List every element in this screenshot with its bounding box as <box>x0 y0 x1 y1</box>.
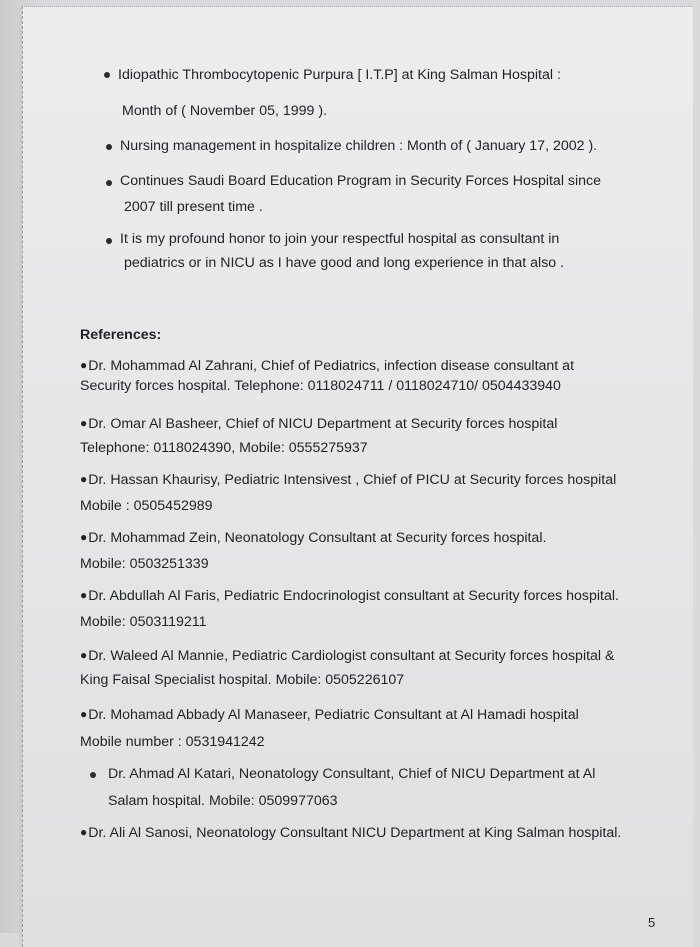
bullet-item-text: Continues Saudi Board Education Program in Security Forces Hospital since <box>120 173 602 189</box>
bullet-item-text: 2007 till present time . <box>124 199 263 215</box>
bullet-dot: ● <box>80 530 88 544</box>
reference-name: Dr. Abdullah Al Faris, Pediatric Endocrinologist consultant at Security forces hospital. <box>88 588 619 604</box>
reference-name: Dr. Ali Al Sanosi, Neonatology Consultant NICU Department at King Salman hospital. <box>88 825 622 841</box>
bullet-dot: ● <box>80 416 88 430</box>
bullet-dot <box>90 772 96 778</box>
bullet-dot: ● <box>80 707 88 721</box>
reference-line1 <box>80 414 557 433</box>
reference-line1 <box>80 470 616 489</box>
reference-name: Dr. Mohammad Zein, Neonatology Consultant at Security forces hospital. <box>88 530 547 546</box>
reference-line1: Dr. Ahmad Al Katari, Neonatology Consultant, Chief of NICU Department at Al <box>108 766 596 782</box>
reference-line2: Mobile : 0505452989 <box>80 498 213 514</box>
bullet-dot: ● <box>80 358 88 372</box>
reference-name: Dr. Mohamad Abbady Al Manaseer, Pediatric Consultant at Al Hamadi hospital <box>88 707 579 723</box>
reference-name: Dr. Mohammad Al Zahrani, Chief of Pediatrics, infection disease consultant at <box>88 358 575 374</box>
reference-line2: Salam hospital. Mobile: 0509977063 <box>108 793 338 809</box>
page-number: 5 <box>648 915 656 930</box>
bullet-dot: ● <box>80 825 88 839</box>
references-heading: References: <box>80 327 162 343</box>
reference-line1 <box>80 356 574 375</box>
bullet-dot <box>104 72 110 78</box>
bullet-dot: ● <box>80 588 88 602</box>
bullet-item-text: Month of ( November 05, 1999 ). <box>122 103 328 119</box>
bullet-item-text: Nursing management in hospitalize children : Month of ( January 17, 2002 ). <box>120 138 598 154</box>
reference-line2: Mobile: 0503119211 <box>80 614 207 630</box>
reference-line1 <box>80 528 546 547</box>
reference-line2: Security forces hospital. Telephone: 0118024711 / 0118024710/ 0504433940 <box>80 378 561 394</box>
bullet-item-text: It is my profound honor to join your respectful hospital as consultant in <box>120 231 560 247</box>
bullet-dot: ● <box>80 472 88 486</box>
bullet-dot <box>106 144 112 150</box>
reference-line2: Mobile number : 0531941242 <box>80 734 265 750</box>
reference-name: Dr. Waleed Al Mannie, Pediatric Cardiologist consultant at Security forces hospital & <box>88 648 615 664</box>
bullet-dot: ● <box>80 648 88 662</box>
reference-name: Dr. Hassan Khaurisy, Pediatric Intensivest , Chief of PICU at Security forces hospital <box>88 472 617 488</box>
bullet-item-text: Idiopathic Thrombocytopenic Purpura [ I.T.P] at King Salman Hospital : <box>118 67 561 83</box>
bullet-item-text: pediatrics or in NICU as I have good and long experience in that also . <box>124 255 565 271</box>
reference-line2: Mobile: 0503251339 <box>80 556 209 572</box>
reference-line1 <box>80 586 619 605</box>
bullet-dot <box>106 238 112 244</box>
reference-line1 <box>80 823 621 842</box>
reference-line2: King Faisal Specialist hospital. Mobile: 0505226107 <box>80 672 405 688</box>
bullet-dot <box>106 180 112 186</box>
reference-line2: Telephone: 0118024390, Mobile: 0555275937 <box>80 440 368 456</box>
reference-line1 <box>80 705 579 724</box>
reference-line1 <box>80 646 615 665</box>
reference-name: Dr. Omar Al Basheer, Chief of NICU Department at Security forces hospital <box>88 416 558 432</box>
